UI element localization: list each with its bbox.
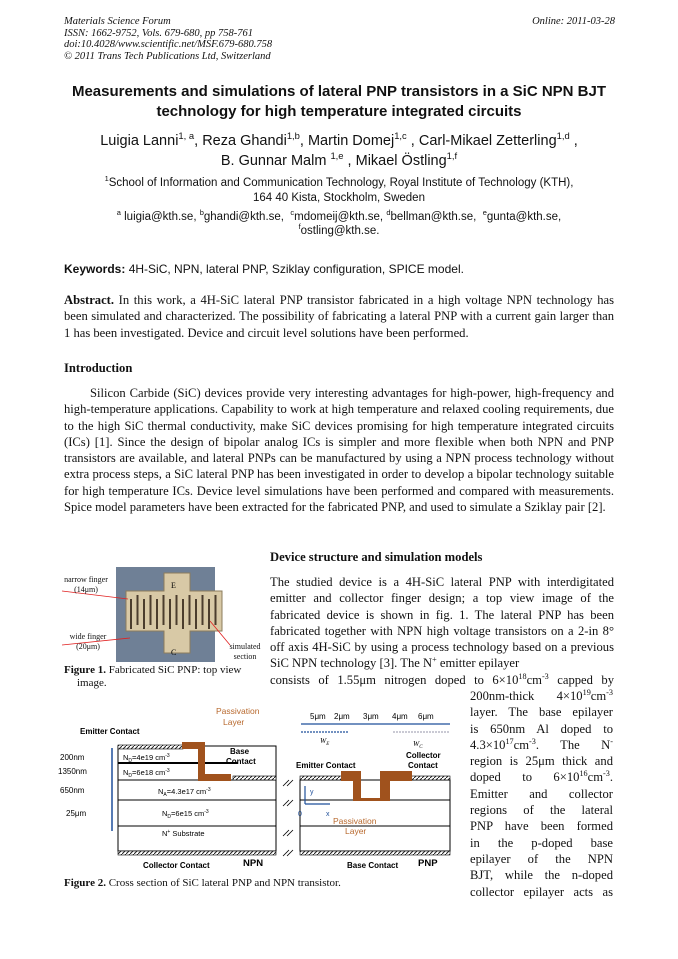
thickness-label: 1350nm [58,767,87,776]
device-heading: Device structure and simulation models [270,550,483,564]
finger-gap [202,595,204,625]
doi: doi:10.4028/www.scientific.net/MSF.679-680.758 [64,39,273,50]
base-contact-label: Base [230,747,250,756]
break-marks [283,780,293,856]
figure-2-cross-section [58,706,458,871]
paper-title: Measurements and simulations of lateral PNP transistors in a SiC NPN BJT technology for high temperature integrated circuits [71,83,607,120]
emitter-doping-label: $N_D=4e19$ $cm^{-3}$ [123,753,170,764]
device-paragraph-line: consists of 1.55μm nitrogen doped to $6\times 10^{18}cm^{-3}$ capped by [270,671,614,687]
dimension-label: 2μm [334,712,350,721]
emails: $^a$ luigia@kth.se, $^b$ghandi@kth.se, $^c$mdomeij@kth.se, $^d$bellman@kth.se, $^e$gunta@kth.se, $^f$ostling@kth.se. [116,208,562,237]
npn-label: NPN [243,858,264,869]
affiliation: $^1$School of Information and Communication Technology, Royal Institute of Technology (KTH), 164 40 Kista, Stockholm, Sweden [104,174,574,204]
device-paragraph-line: doped to $6\times 10^{16}cm^{-3}$. [470,769,613,785]
base-contact-label: Contact [226,757,256,766]
pnp-passivation-label: Layer [345,826,367,836]
finger-gap [195,599,197,629]
device-paragraph-line: regions of the lateral [470,803,613,818]
intro-paragraph: Silicon Carbide (SiC) devices provide very interesting advantages for high-power, high-frequency and high-temperature applications. Capability to work at high temperature and relaxed cooling requirements, due to the high SiC thermal conductivity, make SiC devices promising for high temperature integrated circuits (ICs) [1]. Since the design of bipolar analog ICs is simpler and more flexible when both NPN and PNP transistors are available, and lateral PNPs can be manufactured by using a NPN process technology without extra process steps, a SiC lateral PNP has been investigated in order to develop a bipolar technology suitable for high temperature ICs. Device level simulations have been performed and compared with measurements. Spice model parameters have been extracted for the fabricated PNP, and used to simulate a Sziklay pair [2]. [64,386,614,515]
we-label: $W_E$ [320,736,330,747]
author: Mikael Östling$^{1,f}$ [355,150,458,169]
device-paragraph: The studied device is a 4H-SiC lateral PNP with interdigitated emitter and collector finger design; a top view image of the fabricated device is shown in fig. 1. The lateral PNP has been fabricated together with NPN high voltage transistors on a 2-in 8° off axis 4H-SiC by using a process technology based on a previous SiC NPN technology [3]. The N+ emitter epilayer consists of 1.55μm nitrogen doped to $6\times 10^{18}cm^{-3}$ capped by [270,575,614,687]
author: Reza Ghandi$^{1,b}$, [202,130,308,149]
dimension-label: 3μm [363,712,379,721]
copyright: © 2011 Trans Tech Publications Ltd, Switzerland [64,50,271,62]
base-doping-label: $N_A=4.3e17$ $cm^{-3}$ [158,787,211,798]
drift-doping-label: $N_D=6e15$ $cm^{-3}$ [162,809,209,820]
abstract: Abstract. In this work, a 4H-SiC lateral PNP transistor fabricated in a high voltage NPN technology has been simulated and characterized. The possibility of fabricating a lateral PNP with a current gain larger than 1 has been investigated. Device and circuit level solutions have been performed. [64,293,615,340]
wc-label: $W_C$ [413,739,423,750]
finger-gap [143,599,145,629]
pnp-collector-contact-label: Contact [408,761,438,770]
figure-1 [60,565,265,695]
journal-header [64,16,272,62]
emitter-label: E [171,581,176,590]
finger-gap [208,599,210,629]
author: Luigia Lanni$^{1, a}$, [100,130,203,149]
author: B. Gunnar Malm $^{1,e}$ , [220,150,356,169]
issn: ISSN: 1662-9752, Vols. 679-680, pp 758-761 [64,27,253,39]
thickness-label: 650nm [60,786,85,795]
figure-1-caption: Figure 1. Fabricated SiC PNP: top view image. [64,664,242,689]
pnp-emitter-contact-label: Emitter Contact [296,761,356,770]
pnp-collector-contact-label: Collector [406,751,441,760]
device-paragraph-line: layer. The base epilayer [470,705,613,720]
finger-gap [163,595,165,625]
passivation-label: Passivation [216,706,260,716]
device-paragraph-line: region is 25μm thick and [470,754,613,769]
thickness-label: 200nm [60,753,85,762]
passivation-label: Layer [223,717,245,727]
finger-gap [189,595,191,625]
narrow-finger-label: narrow finger (14μm) [64,575,108,594]
device-paragraph-line: Emitter and collector [470,786,613,801]
figure-2-caption: Figure 2. Cross section of SiC lateral PNP and NPN transistor. [64,877,341,889]
author: Carl-Mikael Zetterling$^{1,d}$ , [418,130,578,149]
wide-finger-label: wide finger (20μm) [69,632,107,651]
base-contact-metal [233,776,276,780]
device-paragraph-line: PNP have been formed [470,819,613,834]
finger-gap [169,599,171,629]
device-paragraph-continued [470,688,613,900]
finger-gap [137,595,139,625]
thickness-label: 25μm [66,809,87,818]
dimension-label: 5μm [310,712,326,721]
finger-gap [130,599,132,629]
emitter-contact-label: Emitter Contact [80,727,140,736]
emitter-contact-metal [118,745,183,749]
pnp-structure [296,712,450,870]
y-axis-label: y [310,789,314,796]
simulated-section-label: simulated section [229,642,261,661]
finger-gap [215,595,217,625]
online-date: Online: 2011-03-28 [532,16,615,27]
device-paragraph-line: epilayer of the NPN [470,851,613,866]
device-paragraph-line: is 650nm Al doped to [470,721,613,736]
finger-gap [150,595,152,625]
collector-label: C [171,648,177,657]
pnp-passivation-label: Passivation [333,816,377,826]
finger-gap [156,599,158,629]
authors [40,131,638,171]
collector-contact-metal [118,851,276,855]
device-paragraph-line: collector epilayer acts as [470,884,613,899]
device-paragraph-line: 200nm-thick $4\times 10^{19}cm^{-3}$ [470,687,613,703]
pnp-base-contact-label: Base Contact [347,861,399,870]
finger-gap [182,599,184,629]
nd2-doping-label: $N_D=6e18$ $cm^{-3}$ [123,768,170,779]
keywords: Keywords: 4H-SiC, NPN, lateral PNP, Sziklay configuration, SPICE model. [64,262,464,276]
device-paragraph-line: $4.3\times 10^{17}cm^{-3}$. The N- [470,736,613,752]
npn-structure [58,706,276,870]
collector-contact-label: Collector Contact [143,861,210,870]
device-paragraph-line: BJT, while the n-doped [470,868,613,883]
finger-gap [176,595,178,625]
journal-name: Materials Science Forum [64,16,171,27]
author: Martin Domej$^{1,c}$ , [307,130,419,149]
dimension-label: 4μm [392,712,408,721]
dimension-label: 6μm [418,712,434,721]
intro-heading: Introduction [64,361,133,375]
device-paragraph-line: in the p-doped base [470,835,613,850]
substrate-label: N+ Substrate [162,829,205,838]
origin-label: 0 [298,811,302,818]
x-axis-label: x [326,811,330,818]
pnp-label: PNP [418,858,438,869]
